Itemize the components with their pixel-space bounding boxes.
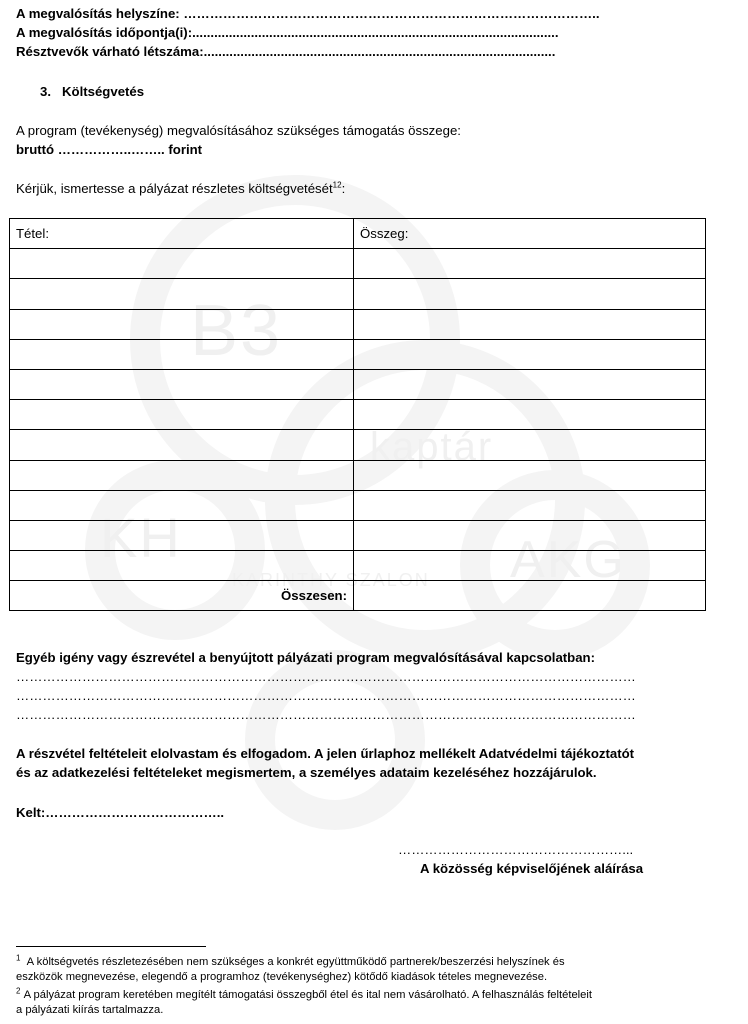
amount-cell[interactable] [354, 430, 706, 460]
item-cell[interactable] [10, 400, 354, 430]
footnote-divider [16, 946, 206, 947]
footnote-1-number: 1 [16, 953, 21, 963]
amount-cell[interactable] [354, 551, 706, 581]
consent-line-1: A részvétel feltételeit elolvastam és elfogadom. A jelen űrlaphoz mellékelt Adatvédelmi tájékoztatót [16, 746, 635, 761]
item-cell[interactable] [10, 279, 354, 309]
support-amount-text: A program (tevékenység) megvalósításához szükséges támogatás összege: [16, 123, 461, 138]
amount-cell[interactable] [354, 339, 706, 369]
amount-header-cell: Összeg: [354, 219, 706, 249]
venue-line: A megvalósítás helyszíne: ………………………………………………………………………………….. [16, 6, 600, 21]
section-title: Költségvetés [62, 84, 145, 99]
item-header-cell: Tétel: [10, 219, 354, 249]
footnote-1-continuation: eszközök megnevezése, elegendő a programhoz (tevékenységhez) kötődő kiadások tételes megnevezése. [16, 970, 548, 983]
watermark-text-karinthy: KARINTHY SZALON [232, 570, 430, 590]
table-row [10, 339, 706, 369]
amount-cell[interactable] [354, 400, 706, 430]
watermark-text-akg: AKG [510, 531, 626, 589]
table-row [10, 551, 706, 581]
item-cell[interactable] [10, 249, 354, 279]
item-cell[interactable] [10, 520, 354, 550]
amount-cell[interactable] [354, 369, 706, 399]
table-row [10, 460, 706, 490]
item-cell[interactable] [10, 460, 354, 490]
footnote-ref: 12 [332, 180, 342, 190]
gross-amount-line: bruttó ……………..…….. forint [16, 142, 203, 157]
item-cell[interactable] [10, 430, 354, 460]
date-time-line: A megvalósítás időpontja(i):.................................................................................................... [16, 25, 559, 40]
table-row [10, 520, 706, 550]
footnote-2-continuation: a pályázati kiírás tartalmazza. [16, 1003, 164, 1016]
signature-dots: ……………………………………………... [398, 842, 634, 857]
table-row [10, 279, 706, 309]
amount-cell[interactable] [354, 309, 706, 339]
watermark-text-kaptar: kaptár [370, 425, 494, 469]
amount-cell[interactable] [354, 279, 706, 309]
table-row [10, 400, 706, 430]
table-row [10, 430, 706, 460]
other-request-dots-2: …………………………………………………………………………………………………………………………… [16, 688, 636, 703]
item-cell[interactable] [10, 551, 354, 581]
item-cell[interactable] [10, 369, 354, 399]
total-amount-cell[interactable] [354, 581, 706, 611]
amount-cell[interactable] [354, 520, 706, 550]
other-request-dots-1: …………………………………………………………………………………………………………………………… [16, 669, 636, 684]
item-cell[interactable] [10, 490, 354, 520]
table-row [10, 490, 706, 520]
footnote-1 [16, 955, 716, 984]
table-row [10, 369, 706, 399]
watermark-text-b3: B3 [190, 291, 283, 371]
date-line: Kelt:………………………………….. [16, 805, 225, 820]
participants-line: Résztvevők várható létszáma:................................................................................................ [16, 44, 556, 59]
budget-request-text: Kérjük, ismertesse a pályázat részletes költségvetését$^{12}$: [16, 180, 346, 196]
footnote-1-text: A költségvetés részletezésében nem szükséges a konkrét együttműködő partnerek/beszerzési helyszínek és [26, 956, 565, 968]
watermark-text-kh: KH [100, 506, 182, 569]
consent-line-2: és az adatkezelési feltételeket megismertem, a személyes adataim kezeléséhez hozzájárulok. [16, 765, 597, 780]
table-header-row [10, 219, 706, 249]
amount-cell[interactable] [354, 460, 706, 490]
amount-cell[interactable] [354, 249, 706, 279]
other-request-label: Egyéb igény vagy észrevétel a benyújtott pályázati program megvalósításával kapcsolatban: [16, 650, 596, 665]
signature-label: A közösség képviselőjének aláírása [420, 861, 644, 876]
total-row [10, 581, 706, 611]
footnote-2 [16, 988, 716, 1017]
other-request-dots-3: …………………………………………………………………………………………………………………………… [16, 707, 636, 722]
total-label-cell: Összesen: [10, 581, 354, 611]
footnote-2-number: 2 [16, 986, 21, 996]
section-heading [40, 84, 144, 100]
section-number: 3. [40, 84, 51, 99]
footnote-2-text: A pályázat program keretében megítélt támogatási összegből étel és ital nem vásárolható. A felhasználás feltételeit [23, 989, 592, 1001]
budget-table [9, 218, 706, 611]
table-row [10, 249, 706, 279]
amount-cell[interactable] [354, 490, 706, 520]
item-cell[interactable] [10, 309, 354, 339]
item-cell[interactable] [10, 339, 354, 369]
table-row [10, 309, 706, 339]
